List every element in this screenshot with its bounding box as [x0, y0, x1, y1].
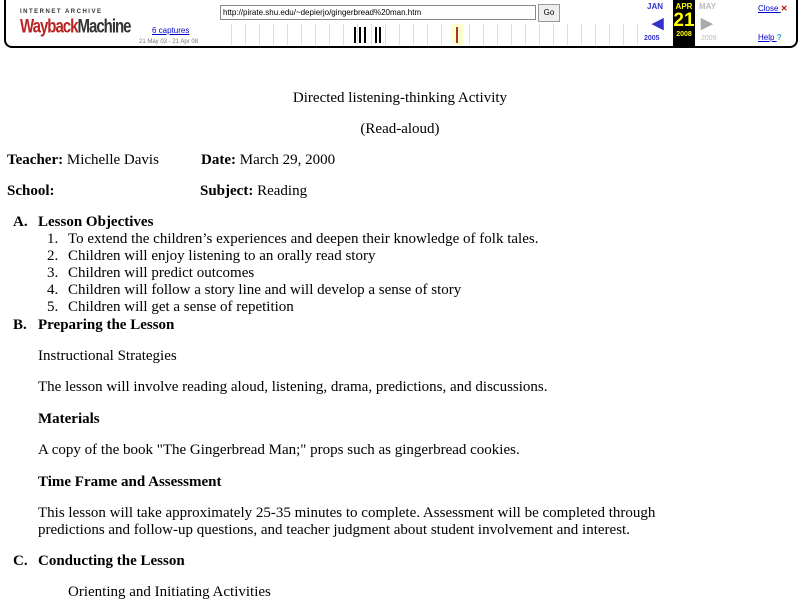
objective-number: 1. — [47, 231, 59, 247]
materials-heading: Materials — [38, 411, 100, 427]
current-date — [673, 0, 695, 46]
section-a-title: Lesson Objectives — [38, 214, 154, 230]
help-icon[interactable]: ? — [776, 33, 782, 42]
objective-item: Children will enjoy listening to an orally read story — [68, 248, 376, 264]
next-month: MAY — [699, 2, 717, 11]
capture-mark[interactable] — [379, 27, 381, 43]
go-button[interactable]: Go — [538, 4, 560, 22]
date-label: Date: — [201, 152, 236, 168]
current-year: 2008 — [676, 31, 692, 38]
wayback-logo[interactable] — [20, 15, 131, 37]
subject-value: Reading — [257, 183, 308, 199]
teacher-row — [7, 152, 159, 169]
objective-item: To extend the children’s experiences and deepen their knowledge of folk tales. — [68, 231, 539, 247]
date-value: March 29, 2000 — [239, 152, 336, 168]
next-arrow-icon: ▶ — [701, 15, 713, 32]
objective-number: 5. — [47, 299, 59, 315]
school-label-text: School: — [7, 183, 55, 199]
capture-range: 21 May 03 - 21 Apr 08 — [139, 39, 199, 45]
prev-year-link[interactable]: 2005 — [644, 35, 660, 42]
subject-label: Subject: — [200, 183, 254, 199]
prev-month-link[interactable]: JAN — [647, 2, 664, 11]
close-link[interactable] — [758, 4, 787, 13]
section-letter: A. — [13, 214, 28, 230]
subject-row — [200, 183, 307, 200]
current-day: 21 — [673, 10, 695, 31]
page-subtitle: (Read-aloud) — [360, 121, 440, 137]
school-label — [7, 183, 55, 200]
next-year: 2009 — [701, 35, 717, 42]
objective-number: 4. — [47, 282, 59, 298]
logo-machine: Machine — [77, 15, 131, 38]
section-a-heading — [13, 214, 28, 231]
orienting-heading: Orienting and Initiating Activities — [68, 584, 271, 600]
url-input[interactable]: http://pirate.shu.edu/~depierjo/gingerbread%20man.htm — [220, 5, 536, 20]
date-row — [201, 152, 335, 169]
close-label: Close — [758, 4, 779, 13]
capture-mark[interactable] — [354, 27, 356, 43]
capture-mark-current[interactable] — [456, 27, 458, 43]
objective-item: Children will follow a story line and will develop a sense of story — [68, 282, 462, 298]
teacher-value: Michelle Davis — [66, 152, 159, 168]
capture-timeline[interactable] — [218, 24, 638, 45]
page-title: Directed listening-thinking Activity — [292, 90, 508, 106]
objective-item: Children will get a sense of repetition — [68, 299, 294, 315]
time-heading: Time Frame and Assessment — [38, 474, 222, 490]
help-link[interactable] — [758, 33, 782, 42]
current-month: APR — [675, 2, 693, 11]
strategies-text: The lesson will involve reading aloud, listening, drama, predictions, and discussions. — [38, 379, 548, 395]
time-text-line2: predictions and follow-up questions, and teacher judgment about student involvement and interest. — [38, 522, 630, 538]
captures-link[interactable]: 6 captures — [152, 26, 190, 35]
objective-number: 3. — [47, 265, 59, 281]
objective-item: Children will predict outcomes — [68, 265, 255, 281]
wayback-toolbar — [4, 0, 798, 48]
section-c-title: Conducting the Lesson — [38, 553, 185, 569]
section-letter: B. — [13, 317, 27, 333]
capture-mark[interactable] — [375, 27, 377, 43]
time-text-line1: This lesson will take approximately 25-35 minutes to complete. Assessment will be completed through — [38, 505, 656, 521]
teacher-label: Teacher: — [7, 152, 64, 168]
close-icon[interactable]: ✕ — [780, 4, 788, 13]
logo-wayback: Wayback — [20, 15, 78, 38]
capture-mark[interactable] — [364, 27, 366, 43]
capture-mark[interactable] — [359, 27, 361, 43]
section-b-title: Preparing the Lesson — [38, 317, 175, 333]
logo-caption: INTERNET ARCHIVE — [20, 9, 103, 15]
materials-text: A copy of the book "The Gingerbread Man;" props such as gingerbread cookies. — [38, 442, 520, 458]
objective-number: 2. — [47, 248, 59, 264]
strategies-heading: Instructional Strategies — [38, 348, 177, 364]
help-label: Help — [758, 33, 775, 42]
prev-arrow-icon[interactable]: ◀ — [652, 15, 664, 32]
section-letter: C. — [13, 553, 28, 569]
